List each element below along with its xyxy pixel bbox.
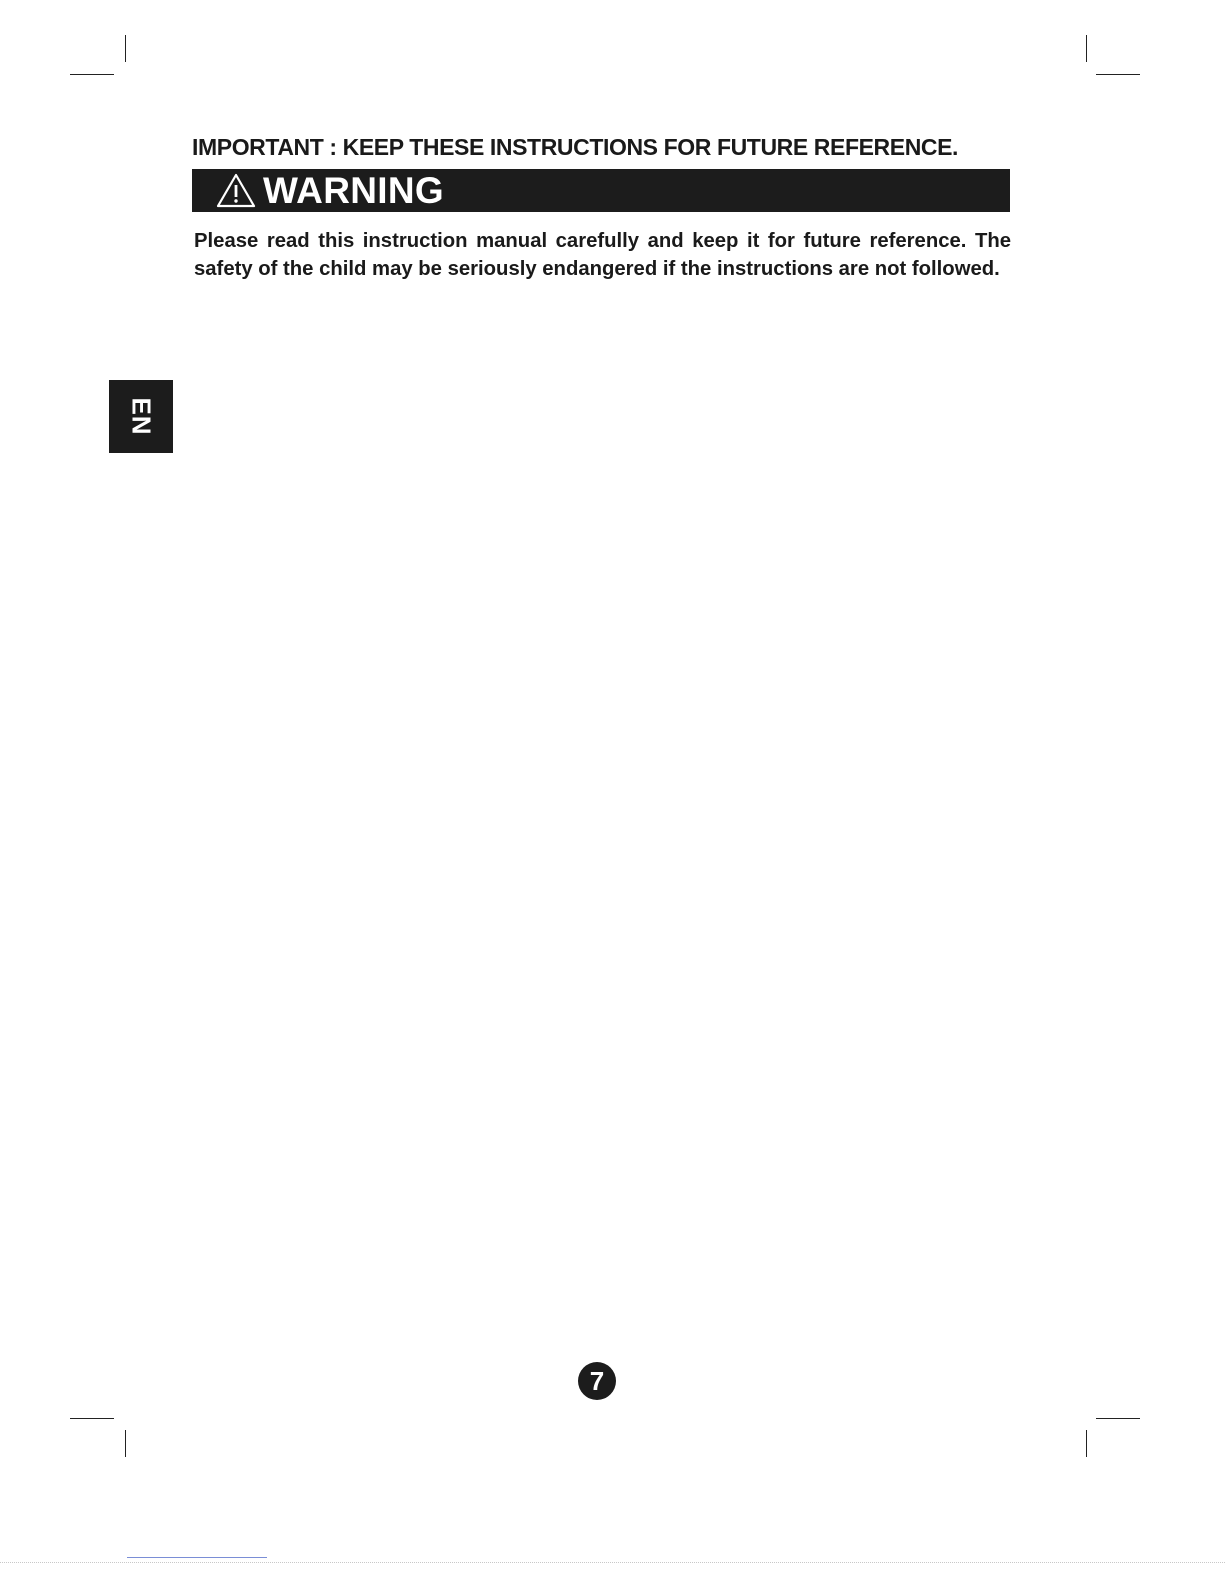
crop-mark-top-left-horizontal xyxy=(70,74,114,75)
crop-mark-top-right-vertical xyxy=(1086,35,1087,62)
warning-triangle-icon xyxy=(215,172,257,209)
important-notice-heading: IMPORTANT : KEEP THESE INSTRUCTIONS FOR FUTURE REFERENCE. xyxy=(192,134,959,160)
language-tab xyxy=(109,380,173,453)
crop-mark-top-left-vertical xyxy=(125,35,126,62)
warning-paragraph: Please read this instruction manual carefully and keep it for future reference. The safety of the child may be seriously endangered if the instructions are not followed. xyxy=(194,230,1011,280)
crop-mark-bottom-right-vertical xyxy=(1086,1430,1087,1457)
scan-artifact-line xyxy=(127,1557,267,1558)
warning-banner xyxy=(192,169,1010,212)
crop-mark-bottom-right-horizontal xyxy=(1096,1418,1140,1419)
language-tab-label: EN xyxy=(126,397,157,436)
crop-mark-bottom-left-horizontal xyxy=(70,1418,114,1419)
page-number: 7 xyxy=(578,1362,616,1400)
scan-artifact-dotted-line xyxy=(0,1562,1225,1563)
warning-title: WARNING xyxy=(263,170,444,211)
crop-mark-bottom-left-vertical xyxy=(125,1430,126,1457)
crop-mark-top-right-horizontal xyxy=(1096,74,1140,75)
